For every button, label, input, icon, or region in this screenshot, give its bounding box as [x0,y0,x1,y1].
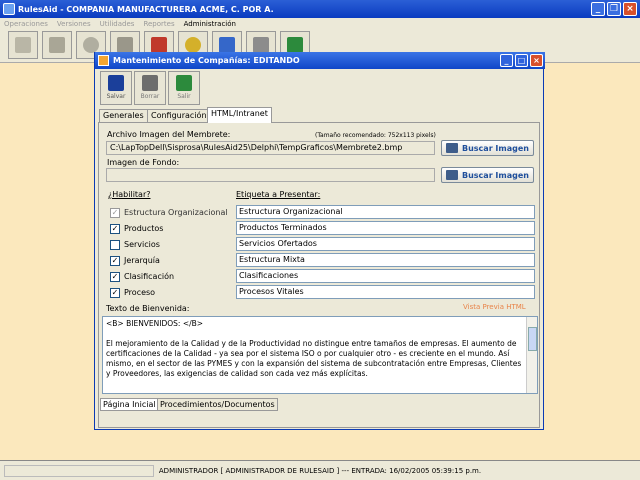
enable-servicios-label: Servicios [124,240,160,249]
disk-icon [83,37,99,53]
delete-label: Borrar [140,93,160,100]
enable-proceso-label: Proceso [124,288,156,297]
binoculars-icon [446,143,458,153]
enable-column-header: ¿Habilitar? [108,190,151,199]
menu-operaciones[interactable]: Operaciones [4,19,48,28]
dialog-titlebar[interactable] [95,52,545,69]
save-button[interactable] [100,71,132,105]
tab-pagina-inicial[interactable]: Página Inicial [100,398,159,411]
exit-door-icon [176,75,192,91]
header-image-browse-button[interactable] [441,140,534,156]
welcome-text-label: Texto de Bienvenida: [106,304,190,313]
status-bar [0,460,640,480]
tab-configuracion[interactable]: Configuración [147,109,211,122]
tab-html-intranet[interactable]: HTML/Intranet [207,107,272,123]
minimize-icon[interactable]: _ [591,2,605,16]
archive-icon [117,37,133,53]
coins-icon [185,37,201,53]
welcome-first-line: <B> BIENVENIDOS: </B> [106,319,204,328]
label-column-header: Etiqueta a Presentar: [236,190,321,199]
menu-administracion[interactable]: Administración [183,19,236,28]
tab-generales[interactable]: Generales [99,109,148,122]
dialog-icon [98,55,109,66]
menu-utilidades[interactable]: Utilidades [99,19,135,28]
browse-label: Buscar Imagen [462,170,529,180]
delete-button[interactable] [134,71,166,105]
status-panel [4,465,154,477]
enable-jerarquia-checkbox[interactable]: ✓ [111,256,119,265]
enable-servicios-checkbox[interactable] [110,240,120,250]
enable-productos-label: Productos [124,224,164,233]
menu-bar [0,18,640,29]
users-icon [151,37,167,53]
label-productos-input[interactable]: Productos Terminados [236,221,535,235]
exit-button[interactable] [168,71,200,105]
menu-reportes[interactable]: Reportes [143,19,175,28]
welcome-text-area[interactable] [102,316,538,394]
edit-icon [219,37,235,53]
app-titlebar[interactable] [0,0,640,18]
dialog-title: Mantenimiento de Compañías: EDITANDO [113,56,300,65]
restore-icon[interactable]: ❐ [607,2,621,16]
label-proceso-input[interactable]: Procesos Vitales [236,285,535,299]
background-image-path-field[interactable] [106,168,435,182]
header-image-path-field[interactable]: C:\LapTopDell\Sisprosa\RulesAid25\Delphi\TempGraficos\Membrete2.bmp [106,141,435,155]
background-image-label: Imagen de Fondo: [107,158,180,167]
app-icon [3,3,15,15]
exit-label: Salir [177,93,191,100]
menu-versiones[interactable]: Versiones [56,19,91,28]
welcome-text-scrollbar[interactable] [526,317,537,393]
sign-icon [253,37,269,53]
enable-jerarquia-label: Jerarquía [124,256,160,265]
enable-productos-checkbox[interactable]: ✓ [111,224,119,233]
browse-label: Buscar Imagen [462,143,529,153]
save-label: Salvar [106,93,126,100]
label-servicios-input[interactable]: Servicios Ofertados [236,237,535,251]
dialog-close-icon[interactable]: × [530,54,543,67]
enable-estructura-label: Estructura Organizacional [124,208,228,217]
tab-procedimientos-documentos[interactable]: Procedimientos/Documentos [157,398,278,411]
binoculars-icon [446,170,458,180]
label-jerarquia-input[interactable]: Estructura Mixta [236,253,535,267]
enable-clasificacion-checkbox[interactable]: ✓ [111,272,119,281]
floppy-icon [108,75,124,91]
header-image-label: Archivo Imagen del Membrete: [107,130,231,139]
label-estructura-input[interactable]: Estructura Organizacional [236,205,535,219]
notes-icon [15,37,31,53]
toolbar-ledger-button[interactable] [42,31,72,59]
scrollbar-thumb[interactable] [528,327,537,351]
dialog-minimize-icon[interactable]: _ [500,54,513,67]
header-image-hint: (Tamaño recomendado: 752x113 pixels) [315,132,436,139]
status-text: ADMINISTRADOR [ ADMINISTRADOR DE RULESAID ] --- ENTRADA: 16/02/2005 05:39:15 p.m. [158,466,482,475]
enable-proceso-checkbox[interactable]: ✓ [111,288,119,297]
background-image-browse-button[interactable] [441,167,534,183]
trash-icon [142,75,158,91]
close-icon[interactable]: × [623,2,637,16]
enable-clasificacion-label: Clasificación [124,272,175,281]
app-title: RulesAid - COMPANIA MANUFACTURERA ACME, C. POR A. [18,4,274,14]
dialog-maximize-icon[interactable]: □ [515,54,528,67]
exit-icon [287,37,303,53]
welcome-body-text: El mejoramiento de la Calidad y de la Productividad no distingue entre tamaños de empresas. El aumento de certificaciones de la Calidad - ya sea por el sistema ISO o por cualquier otro - es creciente en el mundo. Así mismo, en el sector de las PYMES y con la expansión del sistema de subcontratación entre Empresas, Clientes y Proveedores, las exigencias de calidad son cada vez más explícitas. [106,339,522,378]
toolbar-notes-button[interactable] [8,31,38,59]
preview-html-link[interactable]: Vista Previa HTML [463,303,526,311]
ledger-icon [49,37,65,53]
enable-estructura-checkbox[interactable]: ✓ [111,208,119,217]
label-clasificacion-input[interactable]: Clasificaciones [236,269,535,283]
